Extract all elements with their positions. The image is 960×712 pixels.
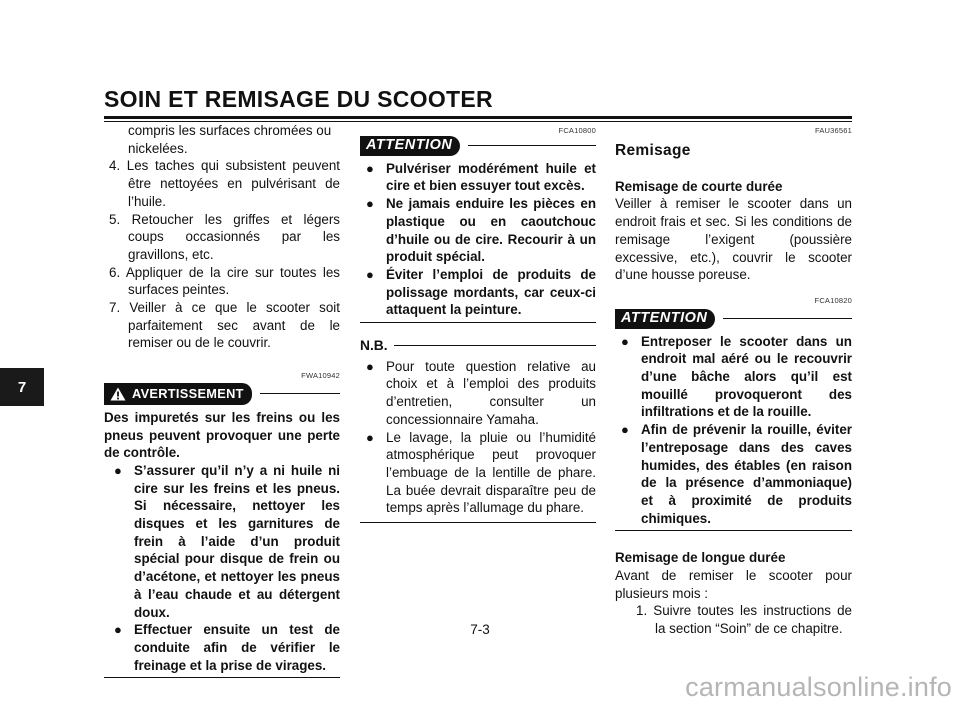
long-storage-title: Remisage de longue durée [615,550,786,566]
column-3 [615,122,852,638]
bullet-icon: ● [366,196,374,212]
attention-end-rule [615,530,852,531]
warning-bullet: ● Effectuer ensuite un test de conduite afin de vérifier le freinage et la prise de virages. [114,622,340,673]
attention-header [615,309,852,329]
bullet-icon: ● [366,358,374,374]
attention-rule [468,145,596,146]
nb-bullet: ● Pour toute question relative au choix et à l’emploi des produits d’entretien, consulter un concessionnaire Yamaha. [366,358,596,427]
bullet-icon: ● [114,462,122,478]
page-number: 7-3 [470,622,490,637]
bullet-icon: ● [621,422,629,438]
nb-bullet: ● Le lavage, la pluie ou l’humidité atmosphérique peut provoquer l’embuage de la lentille de phare. La buée devrait disparaître peu de temps après l’allumage du phare. [366,429,596,516]
nb-label: N.B. [360,338,388,354]
page-title: SOIN ET REMISAGE DU SCOOTER [104,86,493,112]
section-heading: Remisage [615,142,691,159]
attention-bullet: ● Entreposer le scooter dans un endroit mal aéré ou le recouvrir d’une bâche alors qu’il est mouillé provoqueront des infiltrations et de la rouille. [621,333,852,420]
attention-code: FCA10820 [814,295,852,305]
warning-intro: Des impuretés sur les freins ou les pneus peuvent provoquer une perte de contrôle. [104,409,340,461]
step-item: 4. Les taches qui subsistent peuvent être nettoyées en pulvérisant de l’huile. [109,158,340,209]
bullet-icon: ● [621,333,629,349]
attention-bullet: ● Pulvériser modérément huile et cire et bien essuyer tout excès. [366,160,596,194]
step-item: 5. Retoucher les griffes et légers coups occasionnés par les gravillons, etc. [109,211,340,262]
watermark: carmanualsonline.info [685,672,952,702]
bullet-icon: ● [366,160,374,176]
attention-bullet: ● Afin de prévenir la rouille, éviter l’entreposage dans des caves humides, des étables (en raison de la présence d’ammoniaque) et à proximité de produits chimiques. [621,422,852,526]
attention-bullet: ● Ne jamais enduire les pièces en plastique ou en caoutchouc d’huile ou de cire. Recourir à un produit spécial. [366,196,596,265]
column-2 [360,122,596,523]
warning-code: FWA10942 [301,371,340,381]
long-storage-text: Avant de remiser le scooter pour plusieurs mois : [615,568,852,601]
bullet-icon: ● [366,266,374,282]
short-storage-title: Remisage de courte durée [615,178,783,194]
attention-code: FCA10800 [558,126,596,135]
title-rule-thick [104,116,852,119]
nb-header [360,337,596,355]
warning-rule [260,393,340,394]
chapter-tab: 7 [0,368,44,406]
step-item: 1. Suivre toutes les instructions de la section “Soin” de ce chapitre. [636,603,852,637]
section-code: FAU36561 [814,126,852,135]
nb-end-rule [360,522,596,523]
continued-text-line: nickelées. [128,140,188,156]
bullet-icon: ● [366,429,374,445]
bullet-icon: ● [114,622,122,638]
step-item: 7. Veiller à ce que le scooter soit parfaitement sec avant de le remiser ou de le couvrir. [109,300,340,351]
continued-text-line: compris les surfaces chromées ou [128,123,332,138]
warning-end-rule [104,677,340,678]
attention-bullet: ● Éviter l’emploi de produits de polissage mordants, car ceux-ci attaquent la peinture. [366,266,596,318]
attention-end-rule [360,322,596,323]
warning-label: AVERTISSEMENT [132,386,244,402]
step-item: 6. Appliquer de la cire sur toutes les surfaces peintes. [109,264,340,298]
column-1 [104,122,340,678]
attention-badge: ATTENTION [615,309,715,329]
short-storage-text: Veiller à remiser le scooter dans un endroit frais et sec. Si les conditions de remisage l’exigent (poussière excessive, etc.), couvrir le scooter d’une housse poreuse. [615,196,852,283]
warning-triangle-icon [110,387,126,401]
attention-badge: ATTENTION [360,136,460,156]
warning-header [104,383,340,405]
attention-rule [723,318,852,319]
warning-bullet: ● S’assurer qu’il n’y a ni huile ni cire sur les freins et les pneus. Si nécessaire, nettoyer les disques et les garnitures de frein à l’aide d’un produit spécial pour disque de frein ou d’acétone, et nettoyer les pneus à l’eau chaude et au détergent doux. [114,462,340,620]
warning-badge [104,383,252,405]
nb-rule [394,345,596,346]
attention-header [360,136,596,156]
